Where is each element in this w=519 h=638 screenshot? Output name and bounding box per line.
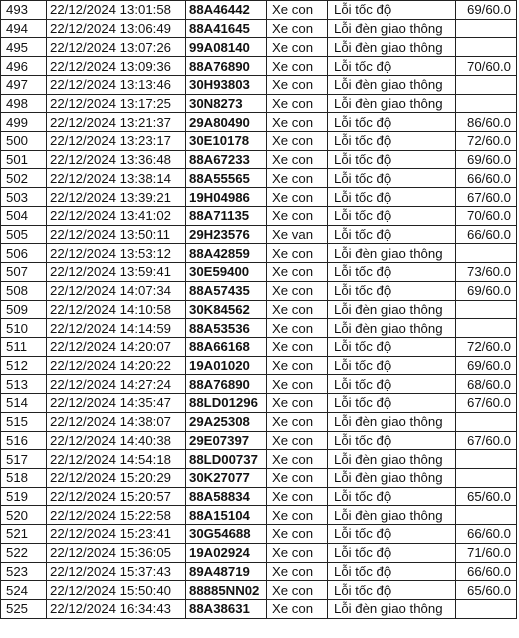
row-number: 516 (1, 431, 47, 450)
row-speed (456, 506, 517, 525)
row-license-plate: 19H04986 (186, 188, 267, 207)
row-vehicle-type: Xe con (267, 188, 328, 207)
row-violation-type: Lỗi tốc độ (328, 132, 456, 151)
row-violation-type: Lỗi tốc độ (328, 113, 456, 132)
row-timestamp: 22/12/2024 14:35:47 (47, 394, 186, 413)
row-vehicle-type: Xe con (267, 113, 328, 132)
table-row (1, 75, 517, 94)
row-vehicle-type: Xe con (267, 206, 328, 225)
row-number: 524 (1, 581, 47, 600)
row-speed (456, 412, 517, 431)
row-vehicle-type: Xe con (267, 57, 328, 76)
row-violation-type: Lỗi đèn giao thông (328, 468, 456, 487)
row-license-plate: 88A55565 (186, 169, 267, 188)
row-number: 510 (1, 319, 47, 338)
row-timestamp: 22/12/2024 14:10:58 (47, 300, 186, 319)
row-timestamp: 22/12/2024 13:41:02 (47, 206, 186, 225)
row-violation-type: Lỗi đèn giao thông (328, 319, 456, 338)
row-vehicle-type: Xe con (267, 319, 328, 338)
table-row (1, 206, 517, 225)
row-vehicle-type: Xe con (267, 281, 328, 300)
table-row (1, 431, 517, 450)
row-speed: 67/60.0 (456, 431, 517, 450)
row-violation-type: Lỗi tốc độ (328, 431, 456, 450)
row-speed (456, 94, 517, 113)
row-number: 517 (1, 450, 47, 469)
row-license-plate: 88A15104 (186, 506, 267, 525)
row-timestamp: 22/12/2024 13:09:36 (47, 57, 186, 76)
table-row (1, 169, 517, 188)
row-license-plate: 30K84562 (186, 300, 267, 319)
row-vehicle-type: Xe con (267, 394, 328, 413)
row-violation-type: Lỗi tốc độ (328, 57, 456, 76)
row-vehicle-type: Xe con (267, 412, 328, 431)
row-speed (456, 319, 517, 338)
table-row (1, 57, 517, 76)
row-speed (456, 19, 517, 38)
row-timestamp: 22/12/2024 13:53:12 (47, 244, 186, 263)
row-speed: 86/60.0 (456, 113, 517, 132)
row-violation-type: Lỗi tốc độ (328, 1, 456, 20)
row-license-plate: 30N8273 (186, 94, 267, 113)
row-violation-type: Lỗi đèn giao thông (328, 244, 456, 263)
row-timestamp: 22/12/2024 13:39:21 (47, 188, 186, 207)
row-timestamp: 22/12/2024 13:07:26 (47, 38, 186, 57)
row-timestamp: 22/12/2024 13:13:46 (47, 75, 186, 94)
row-speed: 73/60.0 (456, 263, 517, 282)
row-vehicle-type: Xe con (267, 431, 328, 450)
row-speed: 66/60.0 (456, 525, 517, 544)
row-speed: 67/60.0 (456, 188, 517, 207)
row-timestamp: 22/12/2024 13:38:14 (47, 169, 186, 188)
row-license-plate: 89A48719 (186, 562, 267, 581)
row-license-plate: 88A41645 (186, 19, 267, 38)
row-timestamp: 22/12/2024 15:37:43 (47, 562, 186, 581)
row-timestamp: 22/12/2024 15:22:58 (47, 506, 186, 525)
row-violation-type: Lỗi tốc độ (328, 394, 456, 413)
row-license-plate: 99A08140 (186, 38, 267, 57)
row-license-plate: 88A42859 (186, 244, 267, 263)
row-license-plate: 19A01020 (186, 356, 267, 375)
row-license-plate: 88A38631 (186, 600, 267, 619)
row-number: 502 (1, 169, 47, 188)
row-number: 514 (1, 394, 47, 413)
table-row (1, 562, 517, 581)
row-timestamp: 22/12/2024 15:50:40 (47, 581, 186, 600)
table-row (1, 38, 517, 57)
row-violation-type: Lỗi đèn giao thông (328, 19, 456, 38)
row-timestamp: 22/12/2024 13:36:48 (47, 150, 186, 169)
row-speed (456, 244, 517, 263)
row-speed: 67/60.0 (456, 394, 517, 413)
row-speed: 69/60.0 (456, 281, 517, 300)
row-vehicle-type: Xe con (267, 132, 328, 151)
row-vehicle-type: Xe con (267, 263, 328, 282)
row-number: 525 (1, 600, 47, 619)
row-number: 504 (1, 206, 47, 225)
row-speed (456, 450, 517, 469)
row-number: 494 (1, 19, 47, 38)
row-vehicle-type: Xe con (267, 169, 328, 188)
row-vehicle-type: Xe con (267, 487, 328, 506)
row-timestamp: 22/12/2024 16:34:43 (47, 600, 186, 619)
row-speed: 70/60.0 (456, 57, 517, 76)
row-number: 507 (1, 263, 47, 282)
row-timestamp: 22/12/2024 13:50:11 (47, 225, 186, 244)
row-license-plate: 29E07397 (186, 431, 267, 450)
row-speed: 72/60.0 (456, 337, 517, 356)
table-row (1, 319, 517, 338)
row-vehicle-type: Xe van (267, 225, 328, 244)
row-timestamp: 22/12/2024 15:20:29 (47, 468, 186, 487)
row-vehicle-type: Xe con (267, 356, 328, 375)
row-violation-type: Lỗi tốc độ (328, 169, 456, 188)
row-timestamp: 22/12/2024 14:27:24 (47, 375, 186, 394)
row-license-plate: 29A80490 (186, 113, 267, 132)
row-timestamp: 22/12/2024 14:14:59 (47, 319, 186, 338)
row-number: 506 (1, 244, 47, 263)
row-license-plate: 30G54688 (186, 525, 267, 544)
table-row (1, 337, 517, 356)
row-timestamp: 22/12/2024 15:23:41 (47, 525, 186, 544)
row-violation-type: Lỗi tốc độ (328, 188, 456, 207)
row-vehicle-type: Xe con (267, 244, 328, 263)
row-violation-type: Lỗi đèn giao thông (328, 75, 456, 94)
row-number: 501 (1, 150, 47, 169)
row-violation-type: Lỗi đèn giao thông (328, 412, 456, 431)
row-violation-type: Lỗi đèn giao thông (328, 300, 456, 319)
row-license-plate: 88A46442 (186, 1, 267, 20)
row-violation-type: Lỗi tốc độ (328, 281, 456, 300)
row-number: 515 (1, 412, 47, 431)
row-speed: 70/60.0 (456, 206, 517, 225)
table-row (1, 487, 517, 506)
table-row (1, 94, 517, 113)
row-number: 522 (1, 543, 47, 562)
row-timestamp: 22/12/2024 14:54:18 (47, 450, 186, 469)
row-violation-type: Lỗi tốc độ (328, 562, 456, 581)
row-vehicle-type: Xe con (267, 1, 328, 20)
row-number: 521 (1, 525, 47, 544)
row-license-plate: 30E59400 (186, 263, 267, 282)
row-number: 493 (1, 1, 47, 20)
row-license-plate: 30K27077 (186, 468, 267, 487)
row-license-plate: 29H23576 (186, 225, 267, 244)
row-vehicle-type: Xe con (267, 562, 328, 581)
table-row (1, 468, 517, 487)
table-row (1, 188, 517, 207)
table-row (1, 150, 517, 169)
row-vehicle-type: Xe con (267, 543, 328, 562)
row-violation-type: Lỗi tốc độ (328, 487, 456, 506)
table-row (1, 394, 517, 413)
row-license-plate: 88A71135 (186, 206, 267, 225)
row-number: 498 (1, 94, 47, 113)
row-violation-type: Lỗi đèn giao thông (328, 506, 456, 525)
row-speed: 72/60.0 (456, 132, 517, 151)
row-vehicle-type: Xe con (267, 300, 328, 319)
table-row (1, 19, 517, 38)
row-speed: 69/60.0 (456, 150, 517, 169)
row-number: 520 (1, 506, 47, 525)
row-violation-type: Lỗi tốc độ (328, 525, 456, 544)
row-violation-type: Lỗi tốc độ (328, 337, 456, 356)
row-timestamp: 22/12/2024 14:07:34 (47, 281, 186, 300)
row-number: 500 (1, 132, 47, 151)
row-number: 519 (1, 487, 47, 506)
row-timestamp: 22/12/2024 13:01:58 (47, 1, 186, 20)
table-row (1, 525, 517, 544)
row-vehicle-type: Xe con (267, 506, 328, 525)
row-timestamp: 22/12/2024 14:40:38 (47, 431, 186, 450)
row-speed (456, 75, 517, 94)
row-violation-type: Lỗi tốc độ (328, 225, 456, 244)
row-number: 513 (1, 375, 47, 394)
row-speed: 68/60.0 (456, 375, 517, 394)
row-number: 509 (1, 300, 47, 319)
row-speed: 66/60.0 (456, 169, 517, 188)
row-timestamp: 22/12/2024 15:36:05 (47, 543, 186, 562)
row-violation-type: Lỗi đèn giao thông (328, 38, 456, 57)
table-row (1, 375, 517, 394)
row-number: 503 (1, 188, 47, 207)
row-vehicle-type: Xe con (267, 450, 328, 469)
row-violation-type: Lỗi đèn giao thông (328, 600, 456, 619)
row-license-plate: 88A57435 (186, 281, 267, 300)
row-number: 497 (1, 75, 47, 94)
row-vehicle-type: Xe con (267, 581, 328, 600)
row-license-plate: 88LD01296 (186, 394, 267, 413)
table-row (1, 1, 517, 20)
row-license-plate: 88LD00737 (186, 450, 267, 469)
row-speed: 69/60.0 (456, 356, 517, 375)
table-row (1, 225, 517, 244)
row-number: 511 (1, 337, 47, 356)
table-row (1, 450, 517, 469)
row-license-plate: 19A02924 (186, 543, 267, 562)
row-violation-type: Lỗi tốc độ (328, 206, 456, 225)
row-vehicle-type: Xe con (267, 600, 328, 619)
row-violation-type: Lỗi tốc độ (328, 375, 456, 394)
row-number: 523 (1, 562, 47, 581)
table-row (1, 581, 517, 600)
row-license-plate: 29A25308 (186, 412, 267, 431)
table-row (1, 412, 517, 431)
row-speed (456, 468, 517, 487)
row-speed: 66/60.0 (456, 562, 517, 581)
table-row (1, 113, 517, 132)
row-license-plate: 88885NN02 (186, 581, 267, 600)
row-vehicle-type: Xe con (267, 38, 328, 57)
table-row (1, 244, 517, 263)
row-license-plate: 88A53536 (186, 319, 267, 338)
row-vehicle-type: Xe con (267, 525, 328, 544)
row-timestamp: 22/12/2024 13:23:17 (47, 132, 186, 151)
row-speed: 69/60.0 (456, 1, 517, 20)
row-timestamp: 22/12/2024 15:20:57 (47, 487, 186, 506)
row-timestamp: 22/12/2024 14:38:07 (47, 412, 186, 431)
row-license-plate: 30H93803 (186, 75, 267, 94)
row-license-plate: 88A76890 (186, 57, 267, 76)
row-vehicle-type: Xe con (267, 75, 328, 94)
row-timestamp: 22/12/2024 13:59:41 (47, 263, 186, 282)
row-speed: 65/60.0 (456, 487, 517, 506)
row-number: 508 (1, 281, 47, 300)
row-timestamp: 22/12/2024 14:20:07 (47, 337, 186, 356)
row-number: 496 (1, 57, 47, 76)
table-row (1, 300, 517, 319)
row-number: 499 (1, 113, 47, 132)
row-vehicle-type: Xe con (267, 150, 328, 169)
row-number: 512 (1, 356, 47, 375)
row-vehicle-type: Xe con (267, 94, 328, 113)
row-number: 505 (1, 225, 47, 244)
row-vehicle-type: Xe con (267, 375, 328, 394)
row-license-plate: 88A58834 (186, 487, 267, 506)
table-row (1, 600, 517, 619)
row-violation-type: Lỗi tốc độ (328, 150, 456, 169)
row-violation-type: Lỗi tốc độ (328, 263, 456, 282)
row-violation-type: Lỗi tốc độ (328, 543, 456, 562)
row-speed: 66/60.0 (456, 225, 517, 244)
row-vehicle-type: Xe con (267, 337, 328, 356)
row-timestamp: 22/12/2024 13:21:37 (47, 113, 186, 132)
row-violation-type: Lỗi tốc độ (328, 356, 456, 375)
row-timestamp: 22/12/2024 13:06:49 (47, 19, 186, 38)
row-vehicle-type: Xe con (267, 19, 328, 38)
row-violation-type: Lỗi tốc độ (328, 581, 456, 600)
table-row (1, 356, 517, 375)
row-license-plate: 88A66168 (186, 337, 267, 356)
row-license-plate: 30E10178 (186, 132, 267, 151)
row-speed (456, 38, 517, 57)
row-speed (456, 300, 517, 319)
row-vehicle-type: Xe con (267, 468, 328, 487)
table-row (1, 132, 517, 151)
row-license-plate: 88A76890 (186, 375, 267, 394)
row-violation-type: Lỗi đèn giao thông (328, 450, 456, 469)
table-row (1, 263, 517, 282)
table-row (1, 543, 517, 562)
row-number: 518 (1, 468, 47, 487)
row-violation-type: Lỗi đèn giao thông (328, 94, 456, 113)
row-number: 495 (1, 38, 47, 57)
row-speed: 71/60.0 (456, 543, 517, 562)
row-speed: 65/60.0 (456, 581, 517, 600)
table-row (1, 506, 517, 525)
row-timestamp: 22/12/2024 14:20:22 (47, 356, 186, 375)
row-speed (456, 600, 517, 619)
table-row (1, 281, 517, 300)
row-license-plate: 88A67233 (186, 150, 267, 169)
row-timestamp: 22/12/2024 13:17:25 (47, 94, 186, 113)
